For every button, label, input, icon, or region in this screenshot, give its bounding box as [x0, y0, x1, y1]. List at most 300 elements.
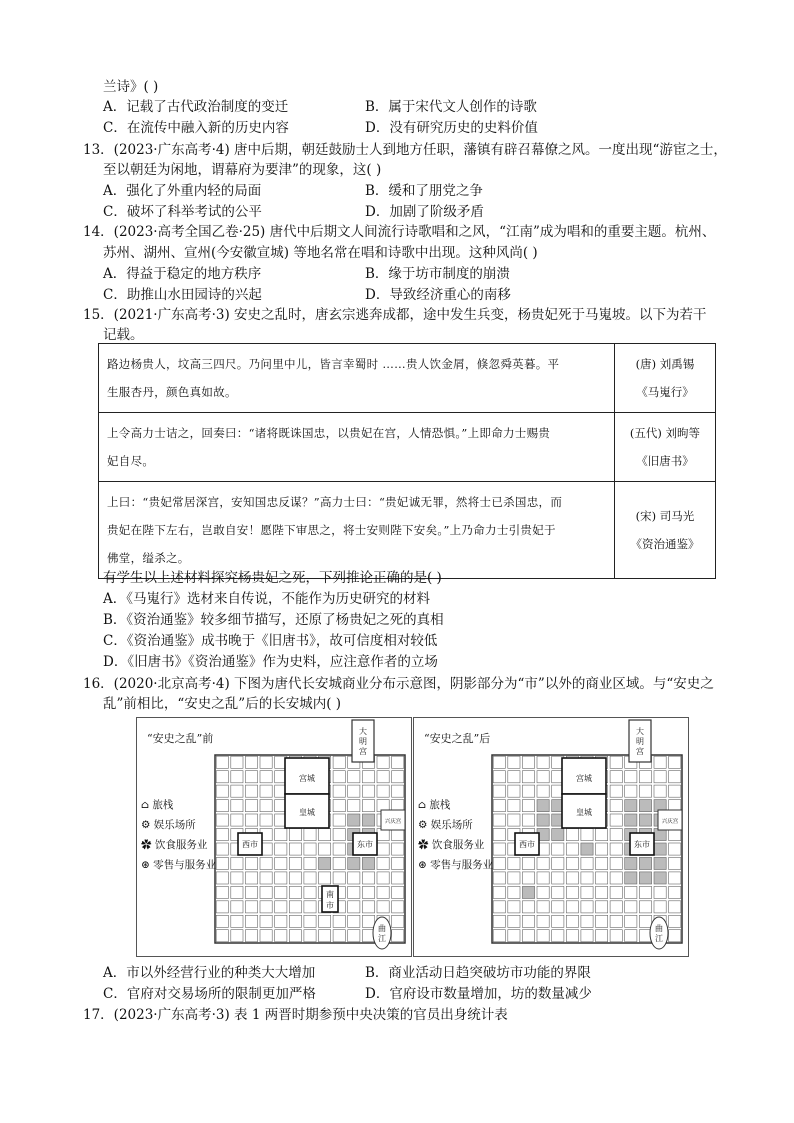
ward-block	[552, 872, 564, 884]
ward-block	[522, 872, 534, 884]
table-row	[99, 413, 716, 482]
ward-block	[581, 829, 593, 841]
qujiang-label: 江	[655, 934, 663, 943]
ward-block	[304, 872, 316, 884]
ward-block	[333, 756, 345, 768]
ward-block	[275, 930, 287, 942]
ward-block	[289, 886, 301, 898]
ward-block	[333, 785, 345, 797]
ward-block	[377, 756, 389, 768]
ward-block	[362, 857, 374, 869]
ward-block	[289, 930, 301, 942]
ward-block	[654, 771, 666, 783]
q15-materials-table	[98, 343, 716, 579]
ward-block	[362, 901, 374, 913]
ward-block	[348, 915, 360, 927]
ward-block	[348, 930, 360, 942]
ward-block	[245, 800, 257, 812]
ward-block	[669, 915, 681, 927]
material-source: (五代) 刘昫等 《旧唐书》	[615, 413, 716, 482]
ward-block	[493, 800, 505, 812]
q14-option-c[interactable]: C．助推山水田园诗的兴起	[103, 287, 262, 303]
ward-block	[362, 915, 374, 927]
ward-block	[596, 930, 608, 942]
ward-block	[377, 843, 389, 855]
ward-block	[245, 785, 257, 797]
ward-block	[216, 800, 228, 812]
map-title: “安史之乱”后	[424, 732, 491, 745]
legend-food: ✿ 饮食服务业	[141, 839, 208, 851]
ward-block	[260, 756, 272, 768]
ward-block	[392, 785, 404, 797]
daming-label: 大	[636, 727, 644, 736]
ward-block	[669, 771, 681, 783]
ward-block	[319, 829, 331, 841]
ward-block	[304, 829, 316, 841]
ward-block	[231, 800, 243, 812]
ward-block	[625, 930, 637, 942]
ward-block	[362, 814, 374, 826]
ward-block	[522, 814, 534, 826]
ward-block	[508, 886, 520, 898]
ward-block	[377, 785, 389, 797]
ward-block	[552, 886, 564, 898]
ward-block	[625, 857, 637, 869]
ward-block	[610, 915, 622, 927]
ward-block	[245, 857, 257, 869]
ward-block	[392, 756, 404, 768]
south-market-label: 市	[326, 901, 334, 910]
ward-block	[231, 814, 243, 826]
ward-block	[654, 857, 666, 869]
qujiang-label: 曲	[378, 924, 386, 933]
ward-block	[522, 886, 534, 898]
q12-option-c[interactable]: C．在流传中融入新的历史内容	[103, 120, 289, 136]
ward-block	[610, 785, 622, 797]
ward-block	[493, 756, 505, 768]
west-market-label: 西市	[519, 840, 535, 849]
ward-block	[216, 785, 228, 797]
ward-block	[392, 872, 404, 884]
ward-block	[552, 829, 564, 841]
ward-block	[216, 843, 228, 855]
ward-block	[333, 771, 345, 783]
ward-block	[508, 785, 520, 797]
ward-block	[289, 857, 301, 869]
ward-block	[669, 785, 681, 797]
ward-block	[508, 901, 520, 913]
ward-block	[216, 872, 228, 884]
ward-block	[231, 901, 243, 913]
ward-block	[610, 829, 622, 841]
ward-block	[319, 857, 331, 869]
ward-block	[362, 886, 374, 898]
ward-block	[289, 872, 301, 884]
ward-block	[522, 756, 534, 768]
east-market-label: 东市	[634, 840, 650, 849]
q16-stem-line1: 16．(2020·北京高考·4) 下图为唐代长安城商业分布示意图，阴影部分为“市”以外的商业区域。与“安史之	[83, 676, 714, 692]
q15-option-c[interactable]: C．《资治通鉴》成书晚于《旧唐书》，故可信度相对较低	[103, 633, 438, 649]
entertainment-icon: ⚙	[418, 819, 428, 831]
ward-block	[537, 886, 549, 898]
changan-map-after	[413, 717, 689, 957]
ward-block	[508, 915, 520, 927]
ward-block	[392, 771, 404, 783]
ward-block	[231, 886, 243, 898]
ward-block	[610, 886, 622, 898]
ward-block	[566, 901, 578, 913]
ward-block	[231, 857, 243, 869]
ward-block	[625, 886, 637, 898]
ward-block	[639, 771, 651, 783]
ward-block	[319, 843, 331, 855]
ward-block	[493, 785, 505, 797]
ward-block	[377, 872, 389, 884]
ward-block	[566, 886, 578, 898]
q14-option-b[interactable]: B．缘于坊市制度的崩溃	[365, 266, 510, 282]
ward-block	[566, 930, 578, 942]
q15-stem-line2: 记载。	[103, 327, 144, 343]
q13-option-b[interactable]: B．缓和了朋党之争	[365, 183, 483, 199]
material-text: 上令高力士诘之，回奏曰：“诸将既诛国忠，以贵妃在宫，人情恐惧。”上即命力士赐贵 妃自尽。	[99, 413, 615, 482]
q14-stem-line2: 苏州、湖州、宣州(今安徽宣城) 等地名常在唱和诗歌中出现。这种风尚( )	[103, 245, 538, 261]
table-row	[99, 344, 716, 413]
material-source: (宋) 司马光 《资治通鉴》	[615, 482, 716, 579]
ward-block	[566, 843, 578, 855]
ward-block	[245, 872, 257, 884]
ward-block	[289, 843, 301, 855]
ward-block	[537, 901, 549, 913]
ward-block	[231, 930, 243, 942]
ward-block	[639, 857, 651, 869]
ward-block	[552, 930, 564, 942]
ward-block	[377, 886, 389, 898]
ward-block	[669, 843, 681, 855]
ward-block	[522, 930, 534, 942]
legend-inn: ⌂ 旅栈	[141, 799, 174, 811]
q13-option-d[interactable]: D．加剧了阶级矛盾	[365, 204, 484, 220]
ward-block	[260, 800, 272, 812]
ward-block	[581, 886, 593, 898]
ward-block	[610, 872, 622, 884]
ward-block	[610, 930, 622, 942]
qujiang-label: 曲	[655, 924, 663, 933]
ward-block	[581, 930, 593, 942]
ward-block	[669, 901, 681, 913]
ward-block	[333, 843, 345, 855]
ward-block	[654, 756, 666, 768]
ward-block	[522, 800, 534, 812]
ward-block	[522, 857, 534, 869]
ward-block	[231, 771, 243, 783]
q15-option-a[interactable]: A．《马嵬行》选材来自传说，不能作为历史研究的材料	[103, 591, 430, 607]
ward-block	[289, 829, 301, 841]
inn-icon: ⌂	[141, 799, 150, 811]
ward-block	[625, 785, 637, 797]
ward-block	[610, 814, 622, 826]
ward-block	[245, 915, 257, 927]
xingqing-label: 兴庆宫	[661, 819, 679, 825]
q13-option-c[interactable]: C．破坏了科举考试的公平	[103, 204, 262, 220]
q12-option-d[interactable]: D．没有研究历史的史料价值	[365, 120, 538, 136]
ward-block	[566, 829, 578, 841]
daming-label: 宫	[359, 747, 367, 756]
ward-block	[260, 930, 272, 942]
ward-block	[304, 901, 316, 913]
changan-map-before	[136, 717, 412, 957]
ward-block	[639, 800, 651, 812]
ward-block	[639, 872, 651, 884]
q16-option-a[interactable]: A．市以外经营行业的种类大大增加	[103, 965, 316, 981]
daming-label: 明	[636, 737, 644, 746]
ward-block	[669, 857, 681, 869]
ward-block	[669, 756, 681, 768]
ward-block	[625, 872, 637, 884]
daming-label: 大	[359, 727, 367, 736]
ward-block	[610, 800, 622, 812]
ward-block	[245, 814, 257, 826]
q14-option-a[interactable]: A．得益于稳定的地方秩序	[103, 266, 262, 282]
ward-block	[522, 771, 534, 783]
ward-block	[392, 915, 404, 927]
legend-entertainment: ⚙ 娱乐场所	[418, 819, 473, 831]
ward-block	[522, 901, 534, 913]
ward-block	[392, 857, 404, 869]
ward-block	[522, 785, 534, 797]
ward-block	[537, 800, 549, 812]
ward-block	[275, 915, 287, 927]
ward-block	[348, 785, 360, 797]
ward-block	[493, 901, 505, 913]
ward-block	[377, 771, 389, 783]
ward-block	[581, 857, 593, 869]
q12-option-a[interactable]: A．记载了古代政治制度的变迁	[103, 99, 289, 115]
ward-block	[654, 785, 666, 797]
ward-block	[625, 771, 637, 783]
ward-block	[639, 886, 651, 898]
ward-block	[216, 756, 228, 768]
q15-question: 有学生以上述材料探究杨贵妃之死，下列推论正确的是( )	[103, 570, 442, 586]
food-icon: ✿	[141, 839, 152, 851]
legend-entertainment: ⚙ 娱乐场所	[141, 819, 196, 831]
ward-block	[319, 915, 331, 927]
ward-block	[493, 843, 505, 855]
ward-block	[566, 915, 578, 927]
ward-block	[260, 785, 272, 797]
south-market-label: 南	[326, 890, 334, 899]
q13-stem-line1: 13．(2023·广东高考·4) 唐中后期，朝廷鼓励士人到地方任职，藩镇有辟召幕僚之风。一度出现“游宦之士，	[83, 142, 727, 158]
qujiang-label: 江	[378, 934, 386, 943]
ward-block	[333, 915, 345, 927]
ward-block	[260, 814, 272, 826]
ward-block	[275, 829, 287, 841]
ward-block	[581, 915, 593, 927]
ward-block	[333, 930, 345, 942]
ward-block	[275, 886, 287, 898]
ward-block	[362, 800, 374, 812]
palace-city-label: 宫城	[576, 774, 592, 783]
ward-block	[654, 843, 666, 855]
q17-stem-line1: 17．(2023·广东高考·3) 表 1 两晋时期参预中央决策的官员出身统计表	[83, 1007, 508, 1023]
ward-block	[625, 800, 637, 812]
imperial-city-label: 皇城	[576, 808, 592, 817]
xingqing-label: 兴庆宫	[384, 819, 402, 825]
ward-block	[245, 756, 257, 768]
ward-block	[508, 814, 520, 826]
ward-block	[508, 930, 520, 942]
ward-block	[319, 930, 331, 942]
ward-block	[625, 814, 637, 826]
ward-block	[231, 872, 243, 884]
ward-block	[537, 756, 549, 768]
ward-block	[333, 857, 345, 869]
entertainment-icon: ⚙	[141, 819, 151, 831]
ward-block	[581, 843, 593, 855]
ward-block	[392, 886, 404, 898]
ward-block	[333, 800, 345, 812]
retail-icon: ⊛	[141, 859, 150, 871]
ward-block	[260, 901, 272, 913]
ward-block	[377, 857, 389, 869]
material-text: 上曰：“贵妃常居深宫，安知国忠反谋？”高力士曰：“贵妃诚无罪，然将士已杀国忠，而 贵妃在陛下左右，岂敢自安！愿陛下审思之，将士安则陛下安矣。”上乃命力士引贵妃于 佛堂，缢杀之。	[99, 482, 615, 579]
ward-block	[625, 915, 637, 927]
ward-block	[537, 872, 549, 884]
ward-block	[362, 785, 374, 797]
ward-block	[260, 771, 272, 783]
ward-block	[348, 857, 360, 869]
ward-block	[596, 901, 608, 913]
west-market-label: 西市	[242, 840, 258, 849]
ward-block	[522, 915, 534, 927]
q16-option-d[interactable]: D．官府设市数量增加，坊的数量减少	[365, 986, 592, 1002]
q15-stem-line1: 15．(2021·广东高考·3) 安史之乱时，唐玄宗逃奔成都，途中发生兵变，杨贵妃死于马嵬坡。以下为若干	[83, 307, 707, 323]
ward-block	[654, 872, 666, 884]
ward-block	[392, 930, 404, 942]
food-icon: ✿	[418, 839, 429, 851]
q15-option-d[interactable]: D．《旧唐书》《资治通鉴》作为史料，应注意作者的立场	[103, 654, 438, 670]
ward-block	[348, 872, 360, 884]
qujiang-pond	[650, 917, 668, 949]
ward-block	[596, 857, 608, 869]
ward-block	[537, 785, 549, 797]
ward-block	[610, 857, 622, 869]
ward-block	[231, 915, 243, 927]
ward-block	[669, 886, 681, 898]
ward-block	[493, 886, 505, 898]
q16-option-b[interactable]: B．商业活动日趋突破坊市功能的界限	[365, 965, 591, 981]
ward-block	[216, 771, 228, 783]
ward-block	[245, 930, 257, 942]
ward-block	[581, 901, 593, 913]
ward-block	[625, 901, 637, 913]
ward-block	[362, 771, 374, 783]
ward-block	[537, 930, 549, 942]
ward-block	[304, 930, 316, 942]
retail-icon: ⊛	[418, 859, 427, 871]
ward-block	[231, 756, 243, 768]
ward-block	[289, 901, 301, 913]
ward-block	[610, 901, 622, 913]
ward-block	[610, 756, 622, 768]
east-market-label: 东市	[357, 840, 373, 849]
ward-block	[275, 872, 287, 884]
ward-block	[348, 886, 360, 898]
ward-block	[392, 843, 404, 855]
ward-block	[493, 872, 505, 884]
q15-option-b[interactable]: B．《资治通鉴》较多细节描写，还原了杨贵妃之死的真相	[103, 612, 444, 628]
q12-option-b[interactable]: B．属于宋代文人创作的诗歌	[365, 99, 537, 115]
ward-block	[537, 771, 549, 783]
ward-block	[216, 915, 228, 927]
ward-block	[669, 872, 681, 884]
ward-block	[392, 901, 404, 913]
ward-block	[319, 872, 331, 884]
inn-icon: ⌂	[418, 799, 427, 811]
material-text: 路边杨贵人，坟高三四尺。乃问里中儿，皆言幸蜀时 ……贵人饮金屑，倏忽舜英暮。平 生服杏丹，颜色真如故。	[99, 344, 615, 413]
ward-block	[493, 915, 505, 927]
ward-block	[596, 886, 608, 898]
ward-block	[493, 857, 505, 869]
map-title: “安史之乱”前	[147, 732, 214, 745]
ward-block	[596, 872, 608, 884]
daming-label: 宫	[636, 747, 644, 756]
ward-block	[275, 901, 287, 913]
ward-block	[216, 814, 228, 826]
ward-block	[508, 872, 520, 884]
ward-block	[260, 857, 272, 869]
ward-block	[596, 843, 608, 855]
ward-block	[304, 886, 316, 898]
ward-block	[596, 915, 608, 927]
table-row	[99, 482, 716, 579]
q13-stem-line2: 至以朝廷为闲地，谓幕府为要津”的现象，这( )	[103, 162, 382, 178]
ward-block	[508, 857, 520, 869]
ward-block	[654, 901, 666, 913]
ward-block	[596, 829, 608, 841]
q12-stem-tail: 兰诗》( )	[103, 79, 159, 95]
legend-retail: ⊛ 零售与服务业	[418, 859, 494, 871]
ward-block	[245, 771, 257, 783]
ward-block	[245, 901, 257, 913]
ward-block	[362, 872, 374, 884]
ward-block	[552, 901, 564, 913]
ward-block	[639, 915, 651, 927]
ward-block	[216, 829, 228, 841]
ward-block	[639, 814, 651, 826]
ward-block	[537, 857, 549, 869]
ward-block	[493, 771, 505, 783]
material-source: (唐) 刘禹锡 《马嵬行》	[615, 344, 716, 413]
ward-block	[493, 814, 505, 826]
ward-block	[566, 872, 578, 884]
ward-block	[216, 930, 228, 942]
ward-block	[537, 814, 549, 826]
ward-block	[304, 915, 316, 927]
ward-block	[333, 814, 345, 826]
q14-stem-line1: 14．(2023·高考全国乙卷·25) 唐代中后期文人间流行诗歌唱和之风，“江南”成为唱和的重要主题。杭州、	[83, 224, 716, 240]
ward-block	[260, 886, 272, 898]
ward-block	[552, 915, 564, 927]
legend-inn: ⌂ 旅栈	[418, 799, 451, 811]
ward-block	[245, 886, 257, 898]
q14-option-d[interactable]: D．导致经济重心的南移	[365, 287, 511, 303]
q16-option-c[interactable]: C．官府对交易场所的限制更加严格	[103, 986, 316, 1002]
ward-block	[552, 857, 564, 869]
q13-option-a[interactable]: A．强化了外重内轻的局面	[103, 183, 262, 199]
qujiang-pond	[373, 917, 391, 949]
ward-block	[537, 915, 549, 927]
ward-block	[260, 872, 272, 884]
